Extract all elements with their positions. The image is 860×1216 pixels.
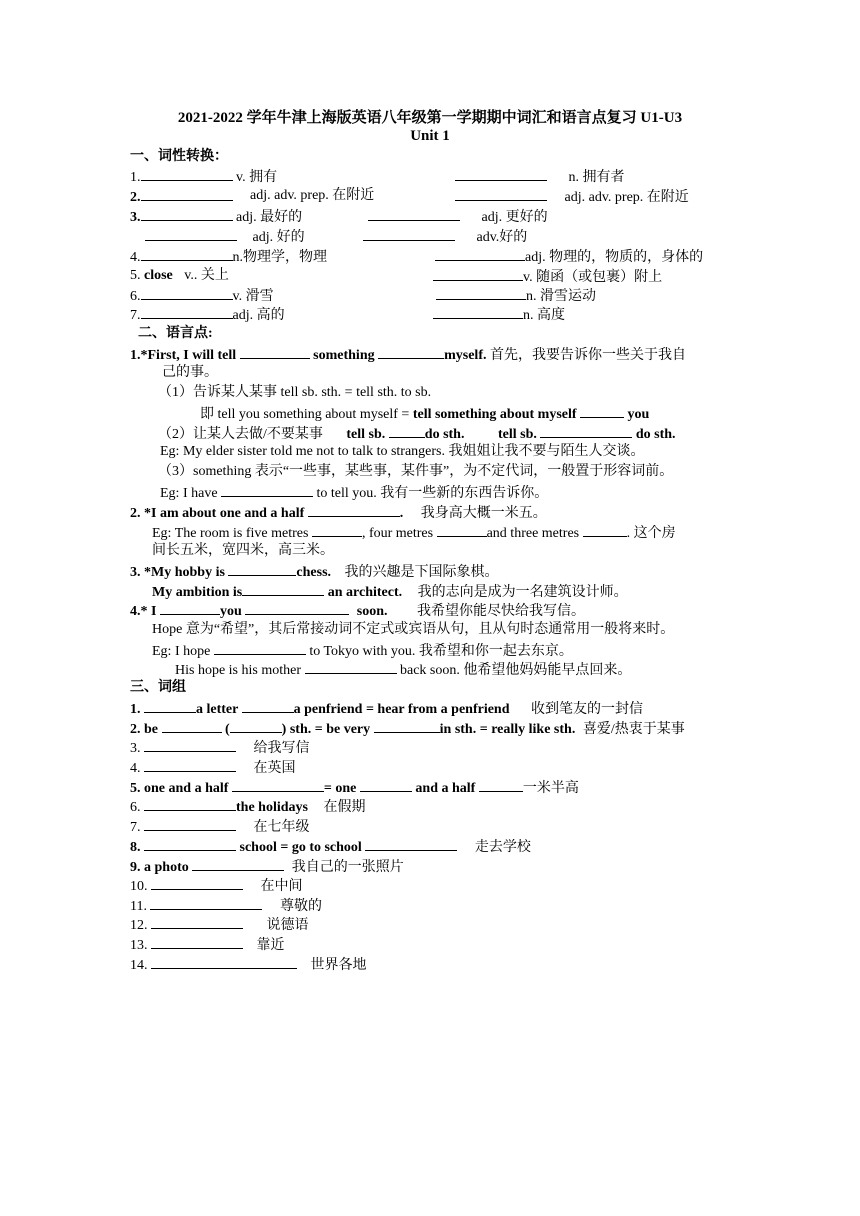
row-text: adj. 高的 — [232, 308, 285, 323]
point-text: myself. — [444, 348, 487, 363]
row-number: 7. — [130, 820, 141, 835]
phrase-translation: 说德语 — [266, 918, 309, 933]
row-number: 4. — [130, 761, 141, 776]
phrase-row-7 — [130, 817, 310, 837]
point-text: an architect. — [327, 585, 403, 600]
phrase-text: be — [144, 722, 158, 737]
phrase-text: in sth. = really like sth. — [439, 722, 576, 737]
blank[interactable] — [242, 582, 324, 596]
note-text-bold: do sth. — [635, 427, 676, 442]
blank[interactable] — [228, 562, 296, 576]
point-1-example-2 — [160, 483, 548, 503]
row-number: 2. — [130, 722, 141, 737]
phrase-row-5 — [130, 778, 579, 798]
phrase-text: a penfriend = hear from a penfriend — [293, 702, 510, 717]
row-number: 1. — [130, 702, 141, 717]
phrase-translation: 一米半高 — [522, 781, 579, 796]
vocab-row-5-right — [433, 267, 662, 287]
section-3-heading: 三、词组 — [130, 680, 186, 695]
phrase-text: and a half — [415, 781, 476, 796]
row-number: 12. — [130, 918, 148, 933]
blank[interactable] — [214, 641, 306, 655]
blank[interactable] — [389, 424, 425, 438]
vocab-row-1-right — [455, 167, 625, 187]
point-text: 2. *I am about one and a half — [130, 506, 305, 521]
phrase-translation: 我自己的一张照片 — [291, 860, 404, 875]
blank[interactable] — [365, 837, 457, 851]
phrase-row-6 — [130, 797, 365, 817]
row-text: adj. 最好的 — [236, 210, 303, 225]
point-translation: 我身高大概一米五。 — [420, 506, 547, 521]
point-text: something — [313, 348, 375, 363]
phrase-text: a letter — [196, 702, 239, 717]
row-number: 6. — [130, 289, 141, 304]
document-title: 2021-2022 学年牛津上海版英语八年级第一学期期中词汇和语言点复习 U1-U3 — [177, 110, 683, 126]
phrase-translation: 世界各地 — [310, 958, 367, 973]
phrase-translation: 尊敬的 — [279, 899, 322, 914]
blank[interactable] — [240, 345, 310, 359]
point-1-translation-cont: 己的事。 — [162, 365, 218, 380]
point-text: soon. — [356, 604, 388, 619]
phrase-translation: 在英国 — [253, 761, 296, 776]
vocab-row-1 — [130, 167, 277, 187]
note-text-bold: tell sb. — [346, 427, 386, 442]
blank[interactable] — [144, 797, 236, 811]
vocab-row-3-right — [368, 207, 548, 227]
vocab-row-3b — [145, 227, 305, 247]
point-4-example-1 — [152, 641, 573, 661]
point-1-note-1: （1）告诉某人某事 tell sb. sth. = tell sth. to sb. — [158, 385, 432, 400]
phrase-text: ) sth. = be very — [281, 722, 371, 737]
blank[interactable] — [540, 424, 632, 438]
phrase-row-2 — [130, 719, 685, 739]
point-translation: 我的志向是成为一名建筑设计师。 — [417, 585, 628, 600]
phrase-translation: 在中间 — [260, 879, 303, 894]
note-text-bold: tell something about myself — [412, 407, 577, 422]
point-1-note-1-example — [200, 404, 649, 424]
row-number: 5. — [130, 268, 141, 283]
phrase-row-4 — [130, 758, 296, 778]
row-number: 13. — [130, 938, 148, 953]
blank[interactable] — [433, 305, 523, 319]
row-text: adv.好的 — [476, 230, 528, 245]
phrase-row-11 — [130, 896, 322, 916]
section-2-heading: 二、语言点: — [138, 326, 213, 341]
unit-title: Unit 1 — [410, 128, 450, 144]
vocab-row-3 — [130, 207, 302, 227]
row-text: adj. 更好的 — [481, 210, 548, 225]
row-number: 5. — [130, 781, 141, 796]
note-text: to Tokyo with you. 我希望和你一起去东京。 — [309, 644, 573, 659]
point-text: . — [399, 506, 404, 521]
phrase-row-3 — [130, 738, 310, 758]
blank[interactable] — [141, 286, 233, 300]
blank[interactable] — [145, 227, 237, 241]
note-text: （2）让某人去做/不要某事 — [158, 427, 323, 442]
blank[interactable] — [144, 837, 236, 851]
blank[interactable] — [151, 935, 243, 949]
point-2-line — [130, 503, 547, 523]
row-number: 7. — [130, 308, 141, 323]
blank[interactable] — [583, 523, 627, 537]
note-text: , four metres — [361, 526, 434, 541]
note-text-bold: you — [627, 407, 650, 422]
phrase-translation: 喜爱/热衷于某事 — [582, 722, 685, 737]
note-text: Eg: I have — [160, 486, 218, 501]
point-3-line — [130, 562, 499, 582]
blank[interactable] — [144, 758, 236, 772]
blank[interactable] — [360, 778, 412, 792]
row-text: n. 滑雪运动 — [526, 289, 596, 304]
row-text: adj. 物理的，物质的，身体的 — [525, 250, 704, 265]
blank[interactable] — [308, 503, 400, 517]
point-translation: 我的兴趣是下国际象棋。 — [344, 565, 499, 580]
phrase-translation: 在假期 — [323, 800, 366, 815]
phrase-row-9 — [130, 857, 404, 877]
row-number: 3. — [130, 210, 141, 225]
blank[interactable] — [363, 227, 455, 241]
row-number: 3. — [130, 741, 141, 756]
blank[interactable] — [151, 915, 243, 929]
blank[interactable] — [230, 719, 282, 733]
point-2-example — [152, 523, 676, 543]
row-number: 10. — [130, 879, 148, 894]
blank[interactable] — [433, 267, 523, 281]
blank[interactable] — [374, 719, 440, 733]
point-translation: 首先，我要告诉你一些关于我自 — [490, 348, 686, 363]
point-4-line — [130, 601, 585, 621]
vocab-row-4 — [130, 247, 327, 267]
row-text: n. 高度 — [523, 308, 565, 323]
blank[interactable] — [368, 207, 460, 221]
phrase-translation: 在七年级 — [253, 820, 310, 835]
point-2-example-cont: 间长五米，宽四米，高三米。 — [152, 543, 334, 558]
phrase-text: school = go to school — [239, 840, 362, 855]
note-text-bold: tell sb. — [497, 427, 537, 442]
point-text: 3. *My hobby is — [130, 565, 225, 580]
blank[interactable] — [144, 699, 196, 713]
row-number: 11. — [130, 899, 147, 914]
phrase-row-1 — [130, 699, 643, 719]
point-text: you — [219, 604, 242, 619]
phrase-row-12 — [130, 915, 309, 935]
section-1-heading: 一、词性转换： — [130, 149, 228, 164]
blank[interactable] — [437, 523, 487, 537]
vocab-row-7 — [130, 305, 285, 325]
blank[interactable] — [435, 247, 525, 261]
note-text: back soon. 他希望他妈妈能早点回来。 — [400, 663, 632, 678]
note-text: 即 tell you something about myself = — [200, 407, 413, 422]
phrase-text: ( — [225, 722, 230, 737]
blank[interactable] — [479, 778, 523, 792]
note-text-bold: do sth. — [424, 427, 465, 442]
vocab-row-6 — [130, 286, 274, 306]
row-number: 2. — [130, 190, 141, 205]
point-text: 1.*First, I will tell — [130, 348, 237, 363]
phrase-translation: 收到笔友的一封信 — [531, 702, 644, 717]
phrase-text: = one — [323, 781, 357, 796]
row-number: 1. — [130, 170, 141, 185]
blank[interactable] — [232, 778, 324, 792]
blank[interactable] — [192, 857, 284, 871]
row-number: 6. — [130, 800, 141, 815]
point-4-example-2 — [175, 660, 631, 680]
blank[interactable] — [580, 404, 624, 418]
blank[interactable] — [144, 817, 236, 831]
row-text: v. 拥有 — [236, 170, 278, 185]
blank[interactable] — [141, 167, 233, 181]
blank[interactable] — [455, 167, 547, 181]
point-1-example-1: Eg: My elder sister told me not to talk to strangers. 我姐姐让我不要与陌生人交谈。 — [160, 444, 645, 459]
point-text: My ambition is — [152, 585, 243, 600]
phrase-translation: 给我写信 — [253, 741, 310, 756]
note-text: and three metres — [486, 526, 580, 541]
vocab-row-2-text: adj. adv. prep. 在附近 — [250, 188, 375, 203]
row-text: v. 随函（或包裹）附上 — [523, 270, 663, 285]
blank[interactable] — [141, 247, 233, 261]
note-text: His hope is his mother — [175, 663, 301, 678]
blank[interactable] — [312, 523, 362, 537]
vocab-row-6-right — [436, 286, 596, 306]
point-1-line — [130, 345, 686, 365]
row-number: 8. — [130, 840, 141, 855]
blank[interactable] — [160, 601, 220, 615]
note-text: to tell you. 我有一些新的东西告诉你。 — [316, 486, 549, 501]
blank[interactable] — [436, 286, 526, 300]
phrase-row-14 — [130, 955, 367, 975]
blank[interactable] — [242, 699, 294, 713]
blank[interactable] — [378, 345, 444, 359]
vocab-row-4-right — [435, 247, 703, 267]
blank[interactable] — [245, 601, 349, 615]
vocab-row-2 — [130, 187, 233, 207]
point-1-note-2 — [158, 424, 676, 444]
blank[interactable] — [151, 955, 297, 969]
blank[interactable] — [305, 660, 397, 674]
phrase-row-8 — [130, 837, 531, 857]
blank[interactable] — [151, 876, 243, 890]
row-text: v.. 关上 — [184, 268, 229, 283]
phrase-row-13 — [130, 935, 285, 955]
vocab-row-3b-right — [363, 227, 527, 247]
blank[interactable] — [144, 738, 236, 752]
phrase-text: the holidays — [236, 800, 308, 815]
phrase-translation: 走去学校 — [474, 840, 531, 855]
row-number: 14. — [130, 958, 148, 973]
point-4-note: Hope 意为“希望”，其后常接动词不定式或宾语从句，且从句时态通常用一般将来时。 — [152, 622, 675, 637]
blank[interactable] — [141, 187, 233, 201]
row-word: close — [144, 268, 173, 283]
blank[interactable] — [221, 483, 313, 497]
note-text: Eg: The room is five metres — [152, 526, 309, 541]
point-translation: 我希望你能尽快给我写信。 — [416, 604, 585, 619]
row-text: adj. 好的 — [252, 230, 305, 245]
blank[interactable] — [455, 187, 547, 201]
point-text: 4.* I — [130, 604, 157, 619]
vocab-row-2-right — [455, 187, 689, 207]
row-number: 4. — [130, 250, 141, 265]
note-text: Eg: I hope — [152, 644, 211, 659]
blank[interactable] — [150, 896, 262, 910]
vocab-row-5 — [130, 267, 229, 285]
phrase-row-10 — [130, 876, 303, 896]
blank[interactable] — [141, 207, 233, 221]
row-text: n. 拥有者 — [568, 170, 625, 185]
row-text: v. 滑雪 — [232, 289, 274, 304]
row-text: n.物理学，物理 — [232, 250, 327, 265]
row-number: 9. — [130, 860, 141, 875]
row-text: adj. adv. prep. 在附近 — [564, 190, 689, 205]
vocab-row-7-right — [433, 305, 565, 325]
phrase-translation: 靠近 — [256, 938, 285, 953]
phrase-text: one and a half — [144, 781, 229, 796]
point-1-note-3: （3）something 表示“一些事，某些事，某件事”，为不定代词，一般置于形容词前。 — [158, 464, 674, 479]
note-text: . 这个房 — [626, 526, 676, 541]
phrase-text: a photo — [144, 860, 189, 875]
point-text: chess. — [296, 565, 332, 580]
blank[interactable] — [162, 719, 222, 733]
blank[interactable] — [141, 305, 233, 319]
point-3-line-2 — [152, 582, 628, 602]
